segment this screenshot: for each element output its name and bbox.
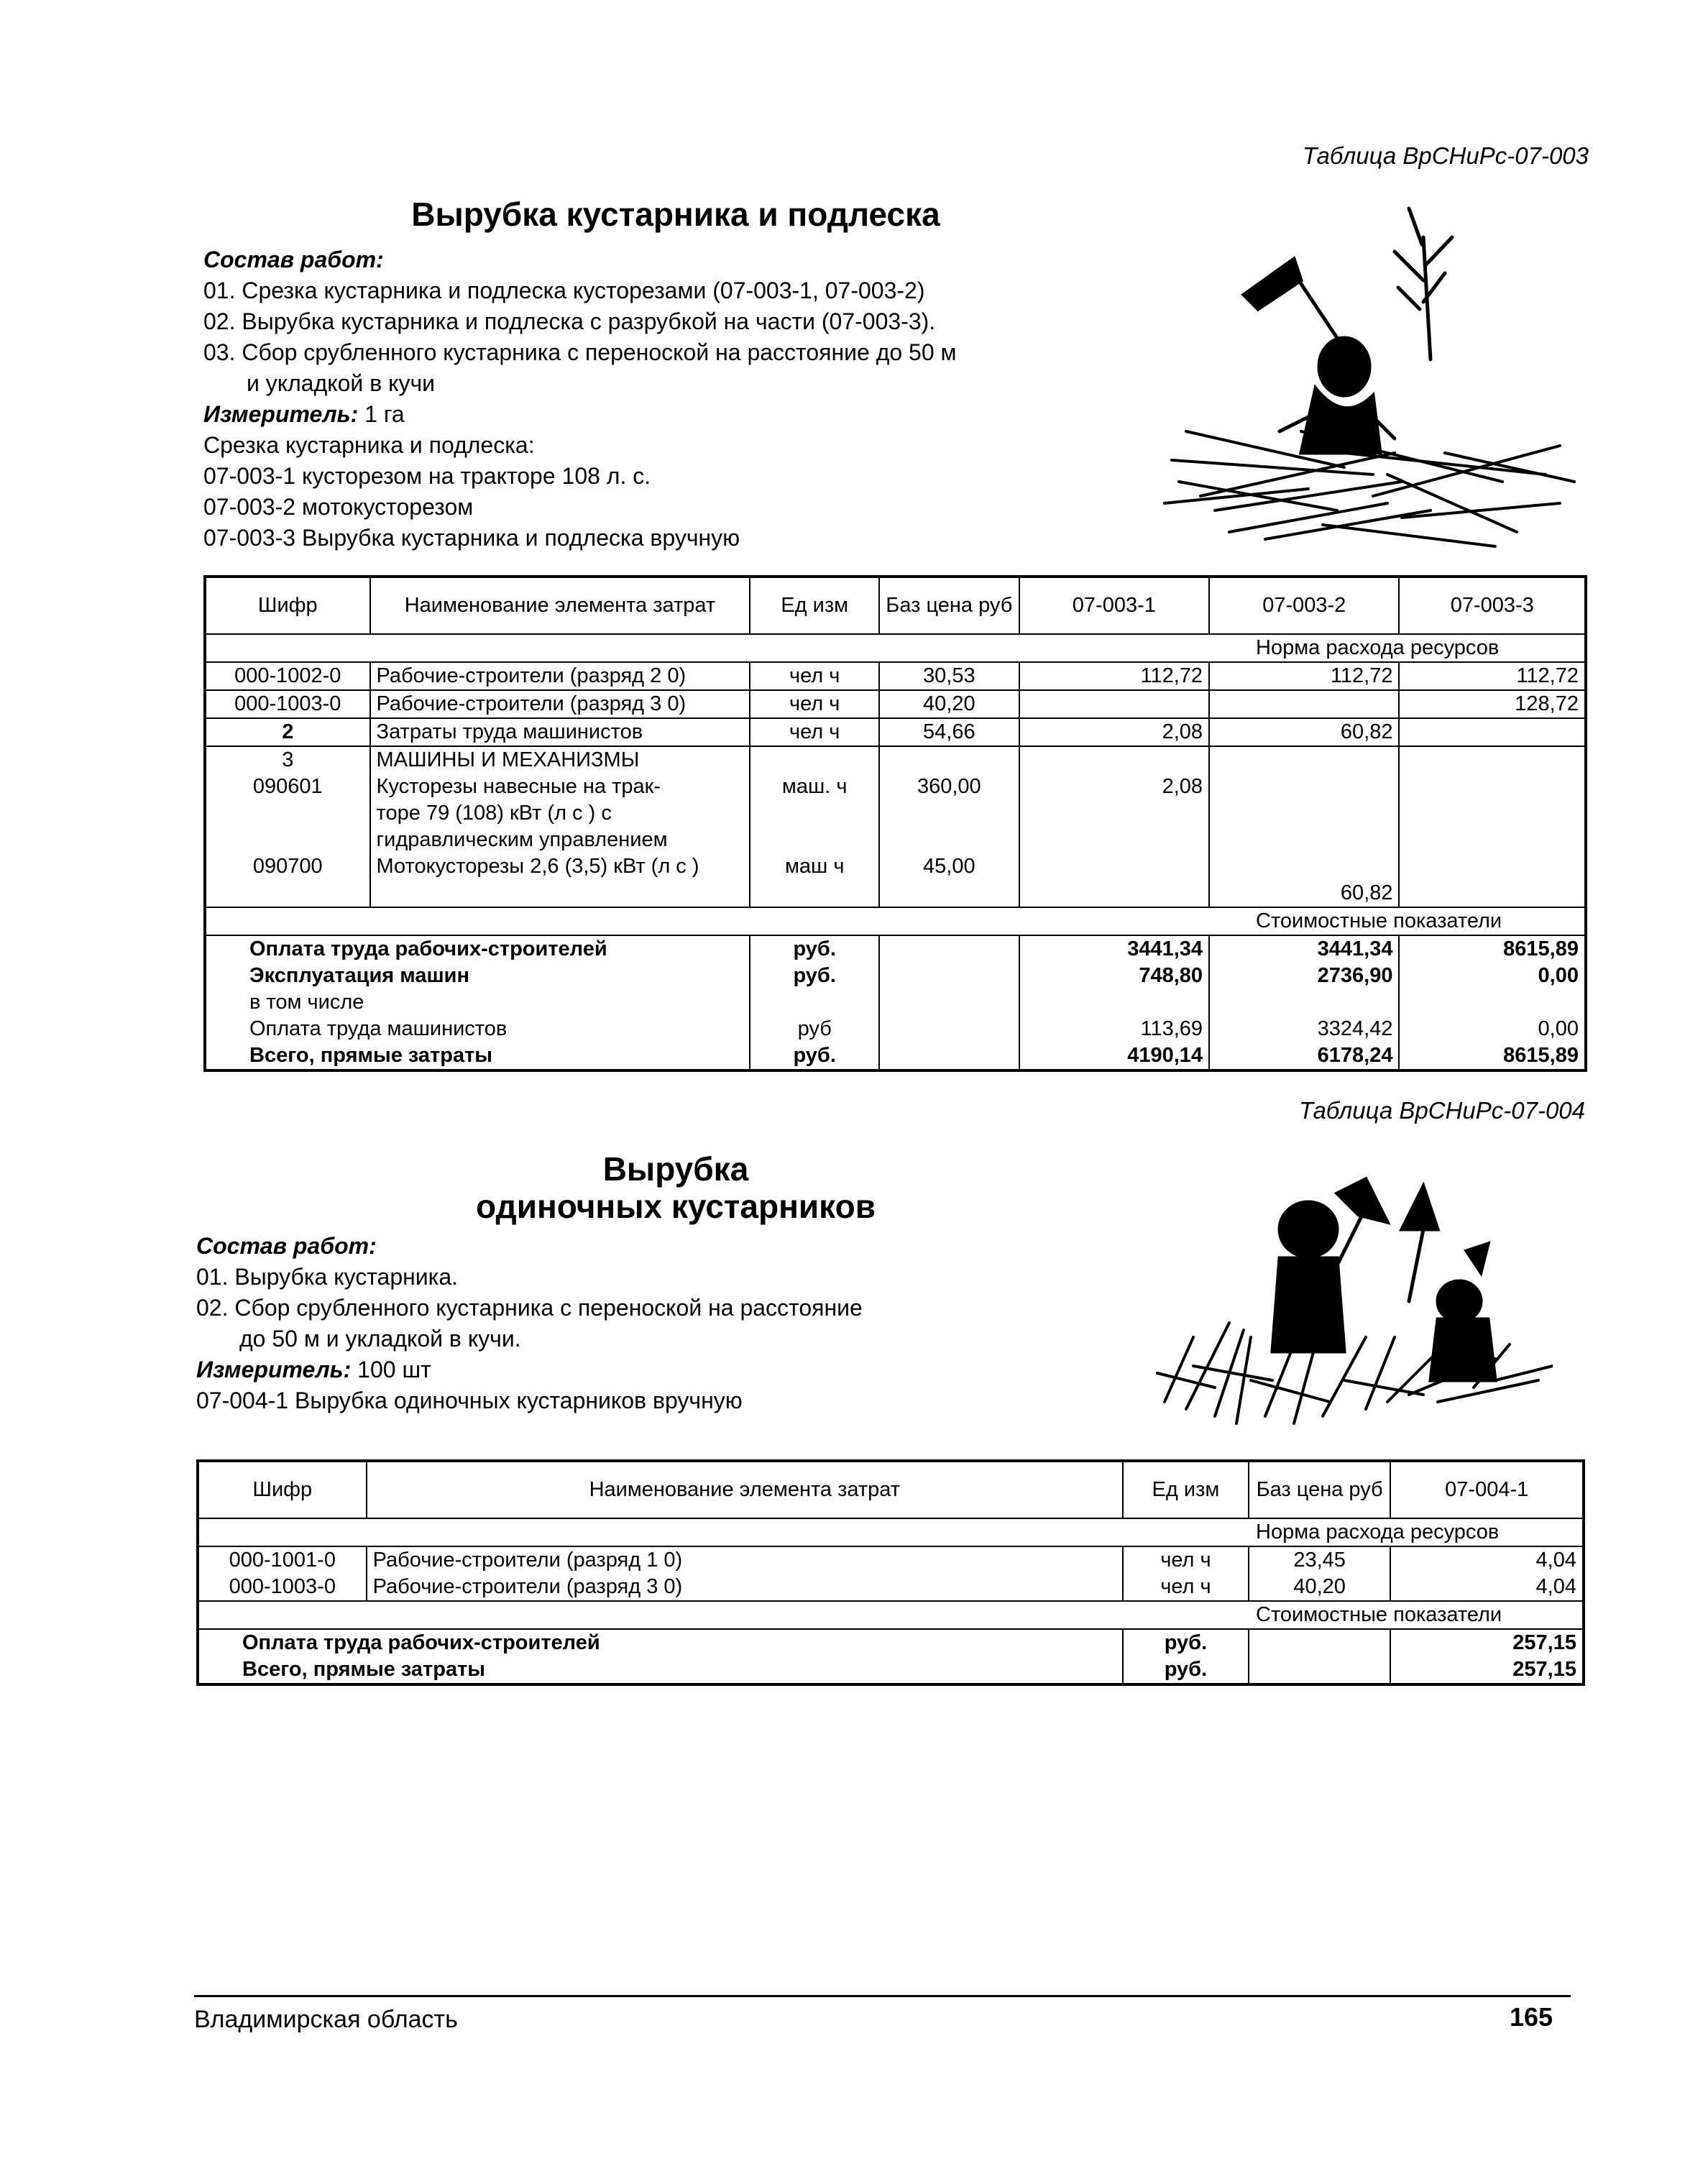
unit-cell: чел ч	[750, 718, 879, 746]
cost-price-cell	[1249, 1629, 1391, 1684]
header-cell: Баз цена руб	[879, 577, 1019, 634]
header-cell: Баз цена руб	[1249, 1461, 1391, 1518]
unit-cell: чел ч	[750, 662, 879, 690]
step: 03. Сбор срубленного кустарника с переноской на расстояние до 50 м	[203, 339, 957, 365]
code: 000-1001-0	[229, 1549, 336, 1572]
cost-value: 0,00	[1538, 964, 1579, 987]
cost-name: Всего, прямые затраты	[249, 1044, 493, 1067]
cost-value-cell	[1209, 935, 1399, 1070]
table-row	[198, 1546, 1584, 1601]
price-cell: 40,20	[879, 690, 1019, 718]
cost-unit: руб.	[1164, 1658, 1208, 1681]
meter	[203, 399, 957, 430]
work-composition-07-003	[203, 244, 957, 554]
cost-value: 113,69	[1140, 1017, 1203, 1040]
footer-region: Владимирская область	[194, 2006, 458, 2033]
table-row	[205, 690, 1586, 718]
cost-value: 2736,90	[1317, 964, 1393, 987]
value-cell: 2,08	[1019, 718, 1209, 746]
unit-cell	[1123, 1546, 1249, 1601]
machine-code: 090601	[252, 775, 323, 798]
code-cell	[205, 746, 370, 907]
cost-value: 3441,34	[1317, 937, 1393, 960]
price-cell: 30,53	[879, 662, 1019, 690]
header-cell: 07-003-2	[1209, 577, 1399, 634]
page-number: 165	[1510, 2002, 1553, 2032]
value-cell: 112,72	[1019, 662, 1209, 690]
value-cell: 60,82	[1209, 718, 1399, 746]
machines-group-code: 3	[282, 748, 294, 771]
step: 01. Вырубка кустарника.	[196, 1264, 459, 1290]
section-title-07-003: Вырубка кустарника и подлеска	[411, 196, 940, 233]
name-cell	[370, 746, 750, 907]
value-cell	[1019, 690, 1209, 718]
machine-code: 090700	[252, 855, 323, 878]
header-cell: 07-004-1	[1390, 1461, 1584, 1518]
variant-line: 07-003-1 кусторезом на тракторе 108 л. с.	[203, 463, 651, 489]
footer-divider	[194, 1995, 1571, 1997]
cost-section-row	[198, 1601, 1584, 1629]
work-composition-07-004	[196, 1231, 863, 1416]
cost-unit: руб.	[1164, 1631, 1208, 1654]
cost-value: 6178,24	[1317, 1044, 1393, 1067]
table-row	[205, 718, 1586, 746]
cost-section-row	[205, 907, 1586, 935]
table-caption-07-003: Таблица ВрСНиРс-07-003	[1303, 142, 1589, 169]
cost-value: 257,15	[1512, 1631, 1576, 1654]
name-cell: Рабочие-строители (разряд 3 0)	[370, 690, 750, 718]
name-cell: Затраты труда машинистов	[370, 718, 750, 746]
code-cell: 000-1002-0	[205, 662, 370, 690]
code-cell: 2	[205, 718, 370, 746]
machine-name-line: торе 79 (108) кВт (л с ) с	[376, 802, 612, 825]
unit-cell: чел ч	[750, 690, 879, 718]
cost-row	[205, 935, 1586, 1070]
cost-name: Оплата труда машинистов	[249, 1017, 508, 1040]
meter-value: 1 га	[358, 401, 405, 427]
cost-unit: руб.	[793, 964, 836, 987]
cost-value-cell	[1390, 1629, 1584, 1684]
unit: чел ч	[1160, 1575, 1211, 1598]
code-cell	[198, 1546, 367, 1601]
norm-label: Норма расхода ресурсов	[198, 1518, 1584, 1546]
machine-price: 45,00	[923, 855, 975, 878]
table-header-row	[198, 1461, 1584, 1518]
value-cell: 128,72	[1399, 690, 1586, 718]
step: до 50 м и укладкой в кучи.	[239, 1326, 521, 1352]
value: 4,04	[1535, 1575, 1576, 1598]
name-cell: Рабочие-строители (разряд 2 0)	[370, 662, 750, 690]
name: Рабочие-строители (разряд 1 0)	[372, 1549, 683, 1572]
cost-price-cell	[879, 935, 1019, 1070]
cost-label: Стоимостные показатели	[198, 1601, 1584, 1629]
table-caption-07-004: Таблица ВрСНиРс-07-004	[1299, 1097, 1585, 1124]
step: 01. Срезка кустарника и подлеска кусторезами (07-003-1, 07-003-2)	[203, 278, 925, 303]
variant-line: 07-004-1 Вырубка одиночных кустарников вручную	[196, 1388, 743, 1413]
variant-line: 07-003-2 мотокусторезом	[203, 494, 474, 520]
variant-line: 07-003-3 Вырубка кустарника и подлеска вручную	[203, 525, 740, 551]
unit: чел ч	[1160, 1549, 1211, 1572]
header-cell: Ед изм	[1123, 1461, 1249, 1518]
meter-label: Измеритель:	[203, 401, 359, 427]
cost-unit-cell	[1123, 1629, 1249, 1684]
meter-value: 100 шт	[351, 1357, 431, 1382]
header-cell: Шифр	[205, 577, 370, 634]
composition-label: Состав работ:	[196, 1233, 377, 1259]
price-cell: 54,66	[879, 718, 1019, 746]
table-row	[205, 662, 1586, 690]
header-cell: 07-003-3	[1399, 577, 1586, 634]
cost-unit: руб.	[793, 937, 836, 960]
value-cell	[1019, 746, 1209, 907]
price: 23,45	[1293, 1549, 1346, 1572]
cost-value-cell	[1399, 935, 1586, 1070]
price: 40,20	[1293, 1575, 1346, 1598]
cost-value: 8615,89	[1503, 937, 1579, 960]
machine-name-line: гидравлическим управлением	[376, 828, 668, 851]
cost-unit: руб	[797, 1017, 832, 1040]
machines-group-name: МАШИНЫ И МЕХАНИЗМЫ	[376, 748, 640, 771]
step: и укладкой в кучи	[247, 370, 435, 396]
header-cell: Шифр	[198, 1461, 367, 1518]
name-cell	[367, 1546, 1123, 1601]
machines-row	[205, 746, 1586, 907]
meter	[196, 1354, 863, 1385]
cost-name: Эксплуатация машин	[249, 964, 470, 987]
header-cell: 07-003-1	[1019, 577, 1209, 634]
illustration-shrub-cutting	[1150, 1165, 1553, 1431]
value-cell	[1390, 1546, 1584, 1601]
section-title-07-004	[403, 1150, 949, 1225]
value-cell	[1399, 718, 1586, 746]
meter-label: Измеритель:	[196, 1357, 352, 1382]
value-cell	[1399, 746, 1586, 907]
variant-line: Срезка кустарника и подлеска:	[203, 432, 535, 458]
machine-name-line: Кусторезы навесные на трак-	[376, 775, 661, 798]
value-cell	[1209, 746, 1399, 907]
cost-unit-cell	[750, 935, 879, 1070]
value: 4,04	[1535, 1549, 1576, 1572]
cost-name: Оплата труда рабочих-строителей	[249, 937, 607, 960]
cost-unit: руб.	[793, 1044, 836, 1067]
cost-value: 4190,14	[1127, 1044, 1203, 1067]
machine-value: 60,82	[1340, 881, 1393, 904]
cost-value-cell	[1019, 935, 1209, 1070]
step: 02. Вырубка кустарника и подлеска с разрубкой на части (07-003-3).	[203, 308, 936, 334]
cost-value: 3324,42	[1317, 1017, 1393, 1040]
value-cell: 112,72	[1399, 662, 1586, 690]
code: 000-1003-0	[229, 1575, 336, 1598]
cost-value: 748,80	[1139, 964, 1203, 987]
norm-label: Норма расхода ресурсов	[205, 634, 1586, 662]
header-cell: Наименование элемента затрат	[370, 577, 750, 634]
machine-name: Мотокусторезы 2,6 (3,5) кВт (л с )	[376, 855, 699, 878]
header-cell: Ед изм	[750, 577, 879, 634]
resource-table-07-004	[196, 1459, 1585, 1686]
cost-value: 0,00	[1538, 1017, 1579, 1040]
header-cell: Наименование элемента затрат	[367, 1461, 1123, 1518]
cost-row	[198, 1629, 1584, 1684]
price-cell	[1249, 1546, 1391, 1601]
composition-label: Состав работ:	[203, 247, 384, 272]
cost-name: в том числе	[249, 991, 364, 1014]
machine-unit: маш. ч	[781, 775, 848, 798]
cost-name-cell	[198, 1629, 1123, 1684]
unit-cell	[750, 746, 879, 907]
cost-value: 257,15	[1512, 1658, 1576, 1681]
code-cell: 000-1003-0	[205, 690, 370, 718]
value-cell	[1209, 690, 1399, 718]
machine-unit: маш ч	[784, 855, 845, 878]
title-line: Вырубка	[602, 1150, 749, 1188]
price-cell	[879, 746, 1019, 907]
cost-value: 8615,89	[1503, 1044, 1579, 1067]
name: Рабочие-строители (разряд 3 0)	[372, 1575, 683, 1598]
resource-table-07-003	[203, 575, 1587, 1072]
norm-section-row	[198, 1518, 1584, 1546]
cost-label: Стоимостные показатели	[205, 907, 1586, 935]
cost-name-cell	[205, 935, 750, 1070]
illustration-bush-cutting	[1157, 194, 1581, 561]
norm-section-row	[205, 634, 1586, 662]
step: 02. Сбор срубленного кустарника с переноской на расстояние	[196, 1295, 863, 1321]
title-line: одиночных кустарников	[476, 1188, 876, 1225]
table-header-row	[205, 577, 1586, 634]
cost-value: 3441,34	[1127, 937, 1203, 960]
cost-name: Всего, прямые затраты	[242, 1658, 486, 1681]
machine-value: 2,08	[1162, 775, 1203, 798]
machine-price: 360,00	[917, 775, 981, 798]
cost-name: Оплата труда рабочих-строителей	[242, 1631, 600, 1654]
value-cell: 112,72	[1209, 662, 1399, 690]
